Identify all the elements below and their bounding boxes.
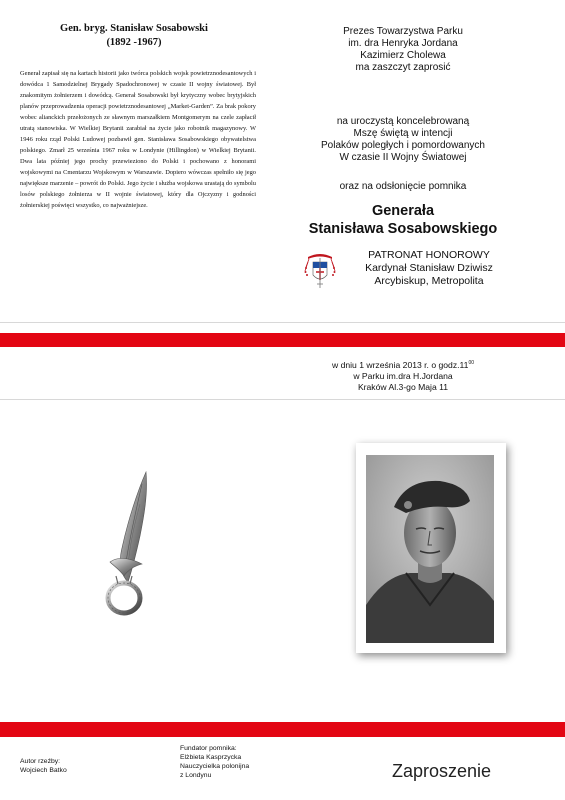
- sculptor-credit: [20, 757, 67, 775]
- host-line: im. dra Henryka Jordana: [348, 38, 458, 49]
- general-line: Generała: [371, 203, 435, 219]
- fold-line: [0, 399, 565, 400]
- bio-title-name: Gen. bryg. Stanisław Sosabowski: [60, 23, 208, 34]
- mass-line: Mszę świętą w intencji: [353, 128, 453, 139]
- invitation-title: Zaproszenie: [392, 761, 492, 781]
- red-stripe-bottom: [0, 722, 565, 737]
- paratrooper-eagle-badge-icon: [88, 470, 168, 620]
- founder-role: Nauczycielka polonijna: [180, 763, 250, 770]
- event-time-superscript: 00: [468, 360, 475, 366]
- mass-line: W czasie II Wojny Światowej: [339, 152, 467, 163]
- host-block: [288, 26, 518, 74]
- general-line: Stanisława Sosabowskiego: [308, 221, 498, 237]
- founder-name: Elżbieta Kasprzycka: [180, 754, 242, 761]
- founder-credit: [180, 744, 249, 780]
- honorary-patronage: [336, 249, 522, 288]
- event-address: Kraków Al.3-go Maja 11: [357, 381, 449, 392]
- patron-line: PATRONAT HONOROWY: [368, 249, 490, 261]
- author-label: Autor rzeźby:: [20, 758, 61, 765]
- event-details: [288, 358, 518, 393]
- unveil-text: oraz na odsłonięcie pomnika: [339, 181, 467, 192]
- event-date: [288, 358, 518, 371]
- bio-title-years: (1892 -1967): [106, 37, 162, 48]
- founder-city: z Londynu: [180, 772, 212, 779]
- host-line: Kazimierz Cholewa: [360, 50, 446, 61]
- event-date-text: w dniu 1 września 2013 r. o godz.11: [331, 359, 469, 370]
- patron-line: Kardynał Stanisław Dziwisz: [365, 262, 493, 274]
- event-place: w Parku im.dra H.Jordana: [353, 370, 453, 381]
- mass-block: [288, 116, 518, 164]
- cardinal-coat-of-arms-icon: [304, 253, 336, 289]
- patron-line: Arcybiskup, Metropolita: [374, 275, 484, 287]
- host-line: Prezes Towarzystwa Parku: [343, 26, 463, 37]
- founder-label: Fundator pomnika:: [180, 745, 237, 752]
- general-portrait-image: [366, 455, 494, 643]
- general-name: [288, 202, 518, 238]
- fold-line: [0, 322, 565, 323]
- bio-title: [20, 22, 248, 50]
- red-stripe-top: [0, 333, 565, 347]
- author-name: Wojciech Batko: [20, 767, 67, 774]
- mass-line: na uroczystą koncelebrowaną: [336, 116, 470, 127]
- host-line: ma zaszczyt zaprosić: [355, 62, 451, 73]
- bio-paragraph: Generał zapisał się na kartach historii jako twórca polskich wojsk powietrznodesantowych i dowódca 1 Samodzielnej Brygady Spadochronowej w czasie II wojny światowej. Był znakomitym żołnierzem i dowódcą. Generał Sosabowski był krytyczny wobec brytyjskich planów przeprowadzenia operacji powietrznodesantowej „Market-Garden”. Za brak pokory wobec alianckich przełożonych ze sławnym marszałkiem Montgomerym na czele zapłacił utratą stanowiska. W Wielkiej Brytanii zarabiał na życie jako robotnik magazynowy. W 1946 roku rząd Polski Ludowej pozbawił gen. Stanisława Sosabowskiego obywatelstwa polskiego. Zmarł 25 września 1967 roku w Londynie (Hillingdon) w Wielkiej Brytanii. Dwa lata później jego prochy przewieziono do Polski i pochowano z honorami wojskowymi na Cmentarzu Wojskowym w Warszawie. Dopiero wówczas spełniło się jego największe marzenie – powrót do Polski. Jego życie i służba wojskowa urastają do symbolu losów polskiego żołnierza w II wojnie światowej, który dla Ojczyzny i godności żołnierskiej poświęci wszystko, co najważniejsze.: [20, 70, 256, 209]
- mass-line: Polaków poległych i pomordowanych: [321, 140, 485, 151]
